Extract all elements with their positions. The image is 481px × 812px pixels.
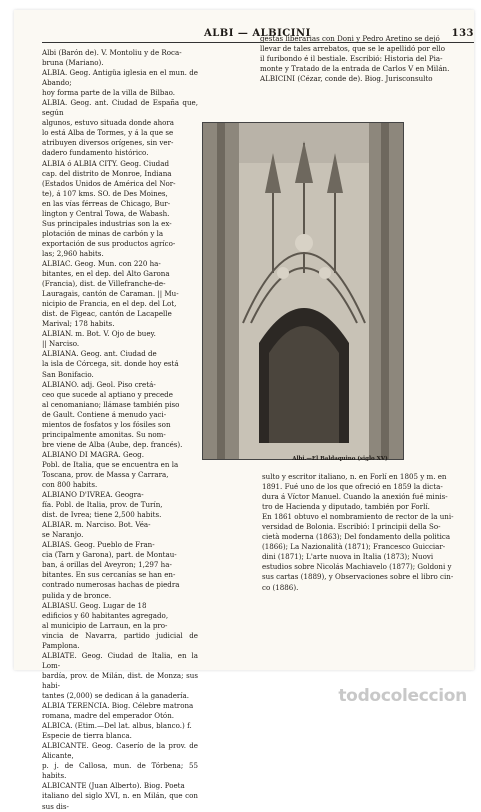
dictionary-line: principalmente amonitas. Su nom- [42,429,166,439]
dictionary-line: bardía, prov. de Milán, dist. de Monza; sus habi- [42,670,198,690]
dictionary-line: ALBIA TERENCIA. Biog. Célebre matrona [42,701,194,711]
dictionary-line: se Naranjo. [42,530,84,540]
dictionary-line: bre viene de Alba (Aube, dep. francés). [42,439,183,449]
dictionary-line: || Narciso. [42,339,80,349]
dictionary-line: las; 2,960 habits. [42,248,104,258]
dictionary-line: bitantes. En sus cercanías se han en- [42,570,176,580]
right-bottom-line: (1866); La Nazionalità (1871); Francesco Guicciar- [262,542,446,552]
dictionary-line: Especie de tierra blanca. [42,731,132,741]
dictionary-line: plotación de minas de carbón y la [42,228,164,238]
dictionary-line: (Estados Unidos de América del Nor- [42,178,176,188]
dictionary-line: Pobl. de Italia, que se encuentra en la [42,459,179,469]
right-bottom-line: dini (1871); L'arte nuova in Italia (1873); Nuovi [262,552,434,562]
dictionary-line: dist. de Figeac, cantón de Lacapelle [42,309,172,319]
dictionary-line: ALBICANTE (Juan Alberto). Biog. Poeta [42,781,185,791]
dictionary-line: ALBIA. Geog. ant. Ciudad de España que, según [42,98,198,118]
dictionary-line: exportación de sus productos agríco- [42,238,176,248]
dictionary-line: ALBIANO DI MAGRA. Geog. [42,449,144,459]
dictionary-line: ALBIATE. Geog. Ciudad de Italia, en la Lom- [42,650,198,670]
dictionary-line: ban, á orillas del Aveyron; 1,297 ha- [42,560,172,570]
dictionary-line: edificios y 60 habitantes agregado, [42,610,169,620]
dictionary-line: dist. de Ivrea; tiene 2,500 habits. [42,510,162,520]
dictionary-line: ceo que sucede al aptiano y precede [42,389,173,399]
left-column [42,48,198,812]
dictionary-line: al cenomaniano; llámase también piso [42,399,180,409]
dictionary-line: ALBIAC. Geog. Mun. con 220 ha- [42,258,161,268]
dictionary-line: al municipio de Larraun, en la pro- [42,620,168,630]
dictionary-line: ALBICA. (Etim.—Del lat. albus, blanco.) f. [42,721,192,731]
dictionary-line: (Francia), dist. de Villefranche-de- [42,279,166,289]
dictionary-line: la isla de Córcega, sit. donde hoy está [42,359,179,369]
dictionary-line: ALBIA. Geog. Antigüa iglesia en el mun. de Abando; [42,68,198,88]
right-column-bottom [262,472,474,593]
dictionary-line: italiano del siglo XVI, n. en Milán, que con sus dis- [42,791,198,811]
dictionary-line: ALBICANTE. Geog. Caserío de la prov. de Alicante, [42,741,198,761]
dictionary-line: cap. del distrito de Monroe, Indiana [42,168,172,178]
dictionary-line: Sus principales industrias son la ex- [42,218,172,228]
right-bottom-line: dura á Víctor Manuel. Cuando la anexión fué minis- [262,492,448,502]
dictionary-line: ALBIAS. Geog. Pueblo de Fran- [42,540,155,550]
dictionary-line: cia (Tarn y Garona), part. de Montau- [42,550,177,560]
dictionary-line: hoy forma parte de la villa de Bilbao. [42,88,176,98]
right-bottom-line: estudios sobre Nicolás Machiavelo (1877); Goldoni y [262,562,452,572]
right-top-line: gestas liberarias con Doni y Pedro Aretino se dejó [260,34,440,43]
dictionary-line: tantes (2,000) se dedican á la ganadería. [42,691,190,700]
dictionary-line: nicipio de Francia, en el dep. del Lot, [42,299,177,309]
right-top-line: llevar de tales arrebatos, que se le apellidó por ello [260,44,445,54]
dictionary-line: fía. Pobl. de Italia, prov. de Turín, [42,500,163,510]
dictionary-line: lo está Alba de Tormes, y á la que se [42,128,174,138]
watermark-logo: todocoleccion [338,686,467,706]
right-bottom-line: En 1861 obtuvo el nombramiento de rector de la uni- [262,512,454,522]
dictionary-line: ALBIAR. m. Narciso. Bot. Véa- [42,520,151,530]
dictionary-line: en las vías férreas de Chicago, Bur- [42,198,171,208]
header-title: ALBI — ALBICINI [204,28,311,39]
dictionary-line: lington y Central Towa, de Wabash. [42,208,170,218]
dictionary-line: Albi (Barón de). V. Montoliu y de Roca- [42,48,182,57]
dictionary-line: bitantes, en el dep. del Alto Garona [42,269,170,279]
dictionary-line: de Gault. Contiene á menudo yaci- [42,409,167,419]
dictionary-line: ALBIA ó ALBIA CITY. Geog. Ciudad [42,158,169,168]
dictionary-line: pulida y de bronce. [42,590,112,600]
right-bottom-line: sus cartas (1889), y Observaciones sobre el libro cin- [262,572,454,582]
dictionary-line: Toscana, prov. de Massa y Carrara, [42,469,169,479]
albicini-entry: ALBICINI (Cézar, conde de). Biog. Jurisconsulto [260,74,433,84]
dictionary-line: Lauragais, cantón de Caraman. || Mu- [42,289,179,299]
figure-caption: Albi.—El Baldaquino (siglo XV) [292,456,388,462]
dictionary-line: dadero fundamento histórico. [42,148,149,158]
right-bottom-line: sulto y escritor italiano, n. en Forlí en 1805 y m. en [262,472,447,481]
right-bottom-line: cietà moderna (1863); Del fondamento della politica [262,532,451,542]
dictionary-line: ALBIAN. m. Bot. V. Ojo de buey. [42,329,156,339]
right-bottom-line: versidad de Bolonia. Escribió: I principii della So- [262,522,441,532]
dictionary-line: p. j. de Callosa, mun. de Tórbena; 55 habits. [42,761,198,781]
dictionary-line: ALBIANA. Geog. ant. Ciudad de [42,349,157,359]
right-top-line: il furibondo é il bestiale. Escribió: Historia del Pia- [260,54,443,64]
dictionary-line: con 800 habits. [42,480,98,490]
dictionary-line: te), á 107 kms. SO. de Des Moines, [42,188,168,198]
right-top-line: monte y Tratado de la entrada de Carlos V en Milán. [260,64,450,74]
dictionary-line: ALBIANO. adj. Geol. Piso cretá- [42,379,156,389]
gothic-portal-illustration [203,123,403,459]
dictionary-line: bruna (Mariano). [42,58,104,68]
dictionary-line: ALBIANO D'IVREA. Geogra- [42,490,144,500]
right-bottom-line: 1891. Fué uno de los que ofreció en 1859 la dicta- [262,482,443,492]
dictionary-line: atribuyen diversos orígenes, sin ver- [42,138,174,148]
dictionary-line: algunos, estuvo situada donde ahora [42,118,175,128]
dictionary-line: mientos de fosfatos y los fósiles son [42,419,171,429]
dictionary-line: contrado numerosas hachas de piedra [42,580,180,590]
dictionary-line: romana, madre del emperador Otón. [42,711,175,721]
baldaquino-engraving [202,122,404,460]
dictionary-line: vincia de Navarra, partido judicial de Pamplona. [42,630,198,650]
right-bottom-line: co (1886). [262,582,299,592]
dictionary-line: Marival; 178 habits. [42,319,115,329]
right-bottom-line: tro de Hacienda y diputado, también por Forlí. [262,502,430,512]
right-column-top [260,34,474,84]
page-number: 133 [451,28,474,39]
dictionary-line: San Bonifacio. [42,369,94,379]
dictionary-line: ALBIASU. Geog. Lugar de 18 [42,600,147,610]
